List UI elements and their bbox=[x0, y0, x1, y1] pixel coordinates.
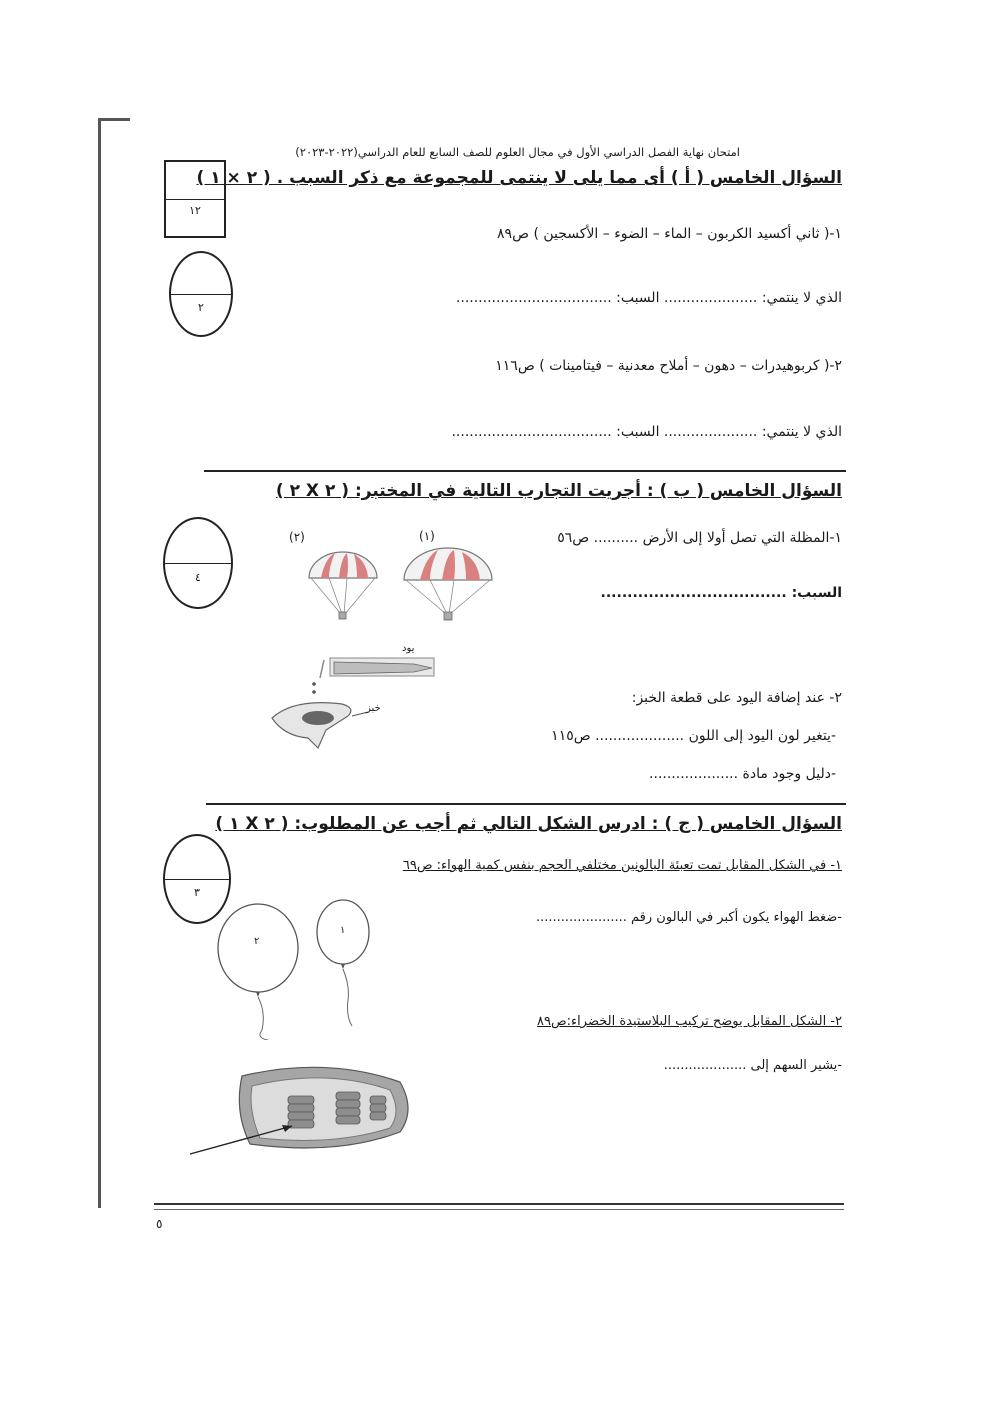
parachute-1-image bbox=[400, 546, 496, 624]
margin-bracket bbox=[98, 118, 101, 1208]
balloon-2-label: ٢ bbox=[254, 936, 260, 947]
section-b-q2-line-1: -يتغير لون اليود إلى اللون .................... ص١١٥ bbox=[551, 728, 836, 744]
section-c-question-1: ١- في الشكل المقابل تمت تعبئة البالونين مختلفي الحجم بنفس كمية الهواء: ص٦٩ bbox=[402, 858, 842, 873]
section-c-question-2: ٢- الشكل المقابل يوضح تركيب البلاستيدة الخضراء:ص٨٩ bbox=[536, 1014, 842, 1029]
margin-bracket-top bbox=[98, 118, 130, 121]
section-a-answer-2: الذي لا ينتمي: ..................... السبب: .................................... bbox=[451, 424, 842, 440]
total-score-value: ١٢ bbox=[189, 204, 201, 217]
exam-title: امتحان نهاية الفصل الدراسي الأول في مجال العلوم للصف السابع للعام الدراسي(٢٠٢٢-٢٠٢٣) bbox=[295, 145, 740, 159]
parachute-1-label: (١) bbox=[419, 529, 435, 543]
section-b-q2-line-2: -دليل وجود مادة .................... bbox=[649, 766, 836, 782]
section-a-title: السؤال الخامس ( أ ) أى مما يلى لا ينتمى للمجموعة مع ذكر السبب . ( ٢ × ١ ) bbox=[196, 168, 842, 188]
section-b-question-2: ٢- عند إضافة اليود على قطعة الخبز: bbox=[631, 690, 842, 706]
bread-label: خبز bbox=[366, 703, 381, 714]
section-c-answer-1: -ضغط الهواء يكون أكبر في البالون رقم ...................... bbox=[535, 910, 842, 925]
section-b-score-value: ٤ bbox=[195, 571, 201, 584]
section-a-score-oval bbox=[169, 251, 233, 337]
parachute-2-label: (٢) bbox=[289, 530, 305, 544]
section-c-score-value: ٣ bbox=[194, 886, 200, 899]
parachute-2-image bbox=[305, 550, 381, 624]
section-a-question-1: ١-( ثاني أكسيد الكربون – الماء – الضوء – الأكسجين ) ص٨٩ bbox=[497, 226, 842, 242]
footer-line bbox=[154, 1203, 844, 1205]
section-b-reason: السبب: ................................... bbox=[600, 585, 842, 601]
balloons-image bbox=[200, 890, 390, 1040]
section-b-score-oval bbox=[163, 517, 233, 609]
footer-line-thin bbox=[154, 1209, 844, 1210]
section-a-answer-1: الذي لا ينتمي: ..................... السبب: ................................... bbox=[455, 290, 842, 306]
divider bbox=[206, 803, 846, 805]
iodine-bread-image bbox=[264, 652, 439, 752]
total-score-box bbox=[164, 160, 226, 238]
section-a-score-value: ٢ bbox=[198, 301, 204, 314]
section-b-question-1: ١-المظلة التي تصل أولا إلى الأرض .......... ص٥٦ bbox=[557, 530, 842, 546]
iodine-label: يود bbox=[402, 643, 415, 654]
divider bbox=[204, 470, 846, 472]
section-c-title: السؤال الخامس ( ج ) : ادرس الشكل التالي ثم أجب عن المطلوب: ( ٢ X ١ ) bbox=[215, 814, 842, 834]
section-b-title: السؤال الخامس ( ب ) : أجريت التجارب التالية في المختبر: ( ٢ X ٢ ) bbox=[275, 481, 842, 501]
chloroplast-image bbox=[186, 1052, 418, 1164]
page-number: ٥ bbox=[156, 1217, 163, 1231]
section-c-answer-2: -يشير السهم إلى .................... bbox=[663, 1058, 842, 1073]
section-a-question-2: ٢-( كربوهيدرات – دهون – أملاح معدنية – فيتامينات ) ص١١٦ bbox=[495, 358, 842, 374]
balloon-1-label: ١ bbox=[340, 925, 346, 936]
